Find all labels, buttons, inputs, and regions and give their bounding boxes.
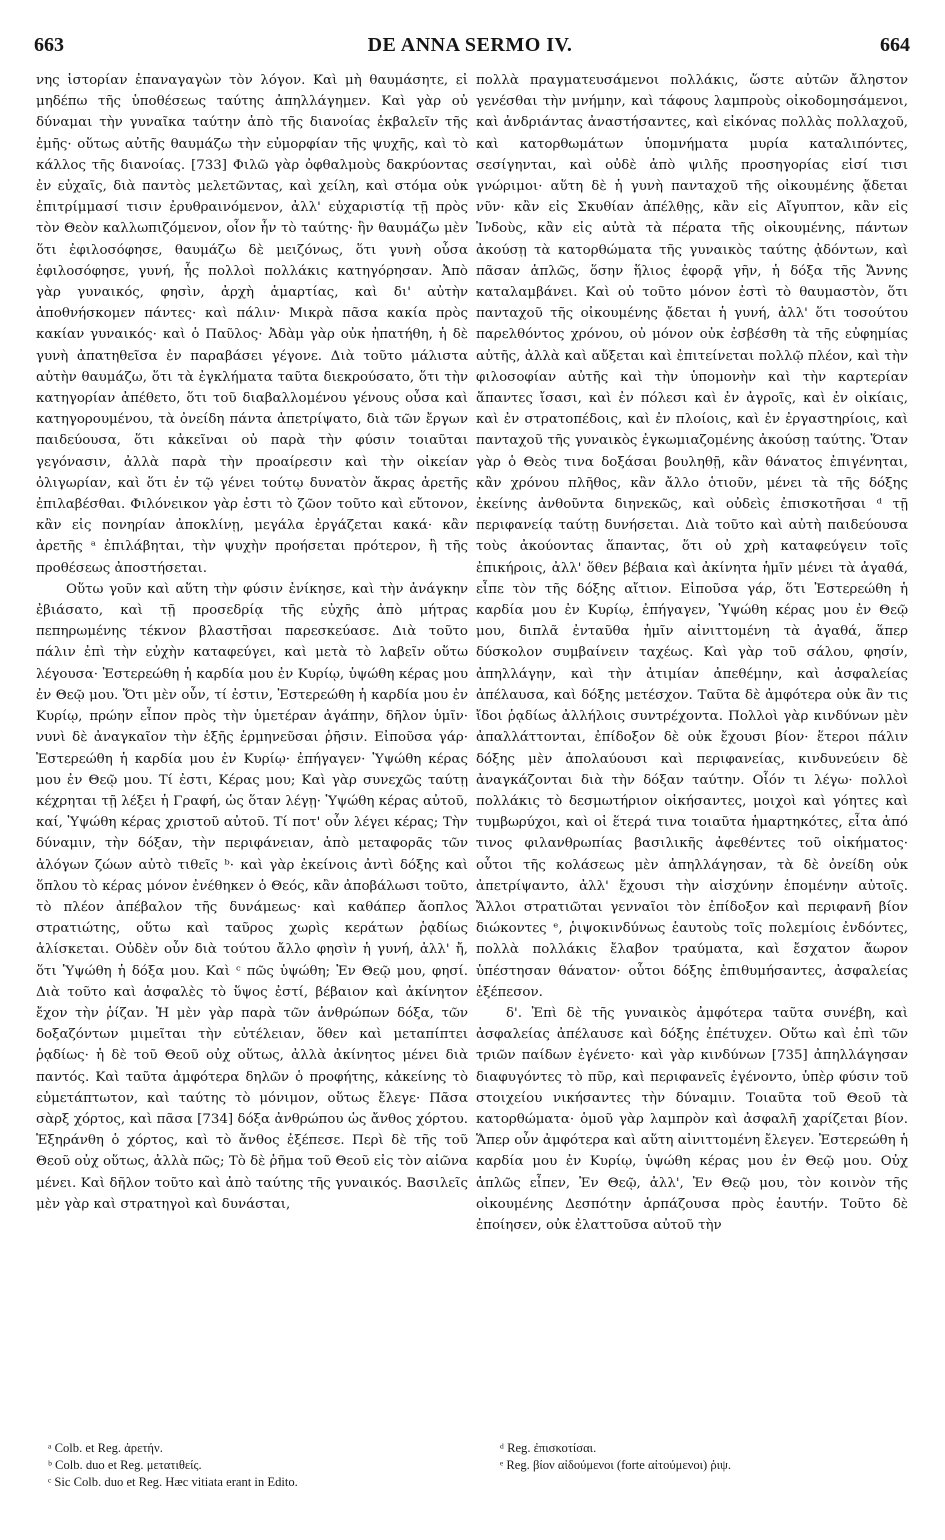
right-paragraph-1: πολλὰ πραγματευσάμενοι πολλάκις, ὥστε αὐτῶν ἄληστον γενέσθαι τὴν μνήμην, καὶ τάφους λαμπροὺς οἰκοδομησάμενοι, καὶ ἀνδριάντας ἀναστήσαντες, καὶ εἰκόνας πολλὰς πολλαχοῦ, καὶ κατορθωμάτων ὑπομνήματα μυρία καταλιπόντες, σεσίγηνται, καὶ οὐδὲ ἀπὸ ψιλῆς προσηγορίας εἰσί τισι γνώριμοι· αὕτη δὲ ἡ γυνὴ πανταχοῦ τῆς οἰκουμένης ᾄδεται νῦν· κἂν εἰς Σκυθίαν ἀπέλθῃς, κἂν εἰς Αἴγυπτον, κἂν εἰς Ἰνδοὺς, κἂν εἰς αὐτὰ τὰ πέρατα τῆς οἰκουμένης, πάντων ἀκούσῃ τὰ κατορθώματα τῆς γυναικὸς ταύτης ᾀδόντων, καὶ πᾶσαν ἁπλῶς, ὅσην ἥλιος ἐφορᾷ γῆν, ἡ δόξα τῆς Ἄννης καταλαμβάνει. Καὶ οὐ τοῦτο μόνον ἐστὶ τὸ θαυμαστὸν, ὅτι πανταχοῦ τῆς οἰκουμένης ᾄδεται ἡ γυνή, ἀλλ' ὅτι τοσούτου παρελθόντος χρόνου, οὐ μόνον οὐκ ἐσβέσθη τὰ τῆς εὐφημίας αὐτῆς, ἀλλὰ καὶ αὔξεται καὶ ἐπιτείνεται πολλῷ πλέον, καὶ τὴν φιλοσοφίαν αὐτῆς καὶ τὴν ὑπομονὴν καὶ τὴν καρτερίαν ἅπαντες ἴσασι, καὶ ἐν πόλεσι καὶ ἐν ἀγροῖς, καὶ ἐν οἰκίαις, καὶ ἐν στρατοπέδοις, καὶ ἐν πλοίοις, καὶ ἐν ἐργαστηρίοις, καὶ πανταχοῦ τῆς γυναικὸς ἐγκωμιαζομένης ἀκούσῃ ταύτης. Ὅταν γὰρ ὁ Θεὸς τινα δοξάσαι βουληθῇ, κἂν θάνατος ἐπιγένηται, κἂν χρόνου πλῆθος, κἂν ἄλλο ὁτιοῦν, μένει τὰ τῆς δόξης ἐκείνης ἀνθοῦντα διηνεκῶς, καὶ οὐδεὶς ἐπισκοτῆσαι ᵈ τῇ περιφανείᾳ ταύτῃ δυνήσεται. Διὰ τοῦτο καὶ αὐτὴ παιδεύουσα τοὺς ἀκούοντας ἅπαντας, ὅτι οὐ χρὴ καταφεύγειν τοῖς ἐπικήροις, ἀλλ' ὅθεν βέβαια καὶ ἀκίνητα ἡμῖν μένει τὰ ἀγαθά, εἶπε τὸν τῆς δόξης αἴτιον. Εἰποῦσα γάρ, ὅτι Ἐστερεώθη ἡ καρδία μου ἐν Κυρίῳ, ἐπήγαγεν, Ὑψώθη κέρας μου ἐν Θεῷ μου, διπλᾶ ἐνταῦθα ἡμῖν αἰνιττομένη τὰ ἀγαθά, ἅπερ δύσκολον συμβαίνειν ταχέως. Καὶ γὰρ τοῦ σάλου, φησίν, ἀπηλλάγην, καὶ τὴν ἀτιμίαν ἀπεθέμην, καὶ ἀσφαλείας ἀπέλαυσα, καὶ δόξης μετέσχον. Ταῦτα δὲ ἀμφότερα οὐκ ἂν τις ἴδοι ῥᾳδίως ἀλλήλοις συντρέχοντα. Πολλοὶ γὰρ κινδύνων μὲν ἀπαλλάττονται, ἐπίδοξον δὲ οὐκ ἔχουσι βίον· ἕτεροι πάλιν δόξης μὲν ἀπολαύουσι καὶ περιφανείας, κινδυνεύειν δὲ ἀναγκάζονται διὰ τὴν δόξαν ταύτην. Οἷόν τι λέγω· πολλοὶ πολλάκις τὸ δεσμωτήριον οἰκήσαντες, μοιχοὶ καὶ γόητες καὶ τυμβωρύχοι, καὶ οἱ ἕτερά τινα τοιαῦτα ἡμαρτηκότες, εἶτα ἀπό τινος φιλανθρωπίας βασιλικῆς ἀφεθέντες τοῦ οἰκήματος· οὗτοι τῆς κολάσεως μὲν ἀπηλλάγησαν, τὰ δὲ ὀνείδη οὐκ ἀπετρίψαντο, ἀλλ' ἔχουσι τὴν αἰσχύνην ἑπομένην αὐτοῖς. Ἄλλοι στρατιῶται γενναῖοι τὸν ἐπίδοξον καὶ περιφανῆ βίον διώκοντες ᵉ, ῥιψοκινδύνως ἑαυτοὺς τοῖς πολεμίοις ἐνδόντες, πολλὰ πολλάκις ἔλαβον τραύματα, καὶ ἔσχατον ἄωρον ὑπέστησαν θάνατον· οὗτοι δόξης ἐπιθυμήσαντες, ἀσφαλείας ἐξέπεσον. bbox=[476, 73, 908, 1000]
footnote: ᵈ Reg. ἐπισκοτίσαι. bbox=[500, 1441, 597, 1455]
right-paragraph-2: δ'. Ἐπὶ δὲ τῆς γυναικὸς ἀμφότερα ταῦτα συνέβη, καὶ ἀσφαλείας ἀπέλαυσε καὶ δόξης ἐπέτυχεν. Οὕτω καὶ ἐπὶ τῶν τριῶν παίδων ἐγένετο· καὶ γὰρ κινδύνων [735] ἀπηλλάγησαν διαφυγόντες τὸ πῦρ, καὶ περιφανεῖς ἐγένοντο, ὑπὲρ φύσιν τοῦ στοιχείου νικήσαντες τὴν δύναμιν. Τοιαῦτα τοῦ Θεοῦ τὰ κατορθώματα· ὁμοῦ γὰρ λαμπρὸν καὶ ἀσφαλῆ χαρίζεται βίον. Ἅπερ οὖν ἀμφότερα καὶ αὕτη αἰνιττομένη ἔλεγεν. Ἐστερεώθη ἡ καρδία μου ἐν Κυρίῳ, ὑψώθη κέρας μου ἐν Θεῷ μου. Οὐχ ἁπλῶς εἶπεν, Ἐν Θεῷ, ἀλλ', Ἐν Θεῷ μου, τὸν κοινὸν τῆς οἰκουμένης Δεσπότην ἁρπάζουσα πρὸς ἑαυτήν. Τοῦτο δὲ ἐποίησεν, οὐκ ἐλαττοῦσα αὐτοῦ τὴν bbox=[476, 1005, 908, 1233]
footnote: ᵉ Reg. βίον αἰδούμενοι (forte αἰτούμενοι) ῥιψ. bbox=[500, 1458, 732, 1472]
footnote: ᵇ Colb. duo et Reg. μετατιθείς. bbox=[48, 1458, 202, 1472]
running-header bbox=[30, 34, 910, 58]
left-paragraph-2: Οὕτω γοῦν καὶ αὕτη τὴν φύσιν ἐνίκησε, καὶ τὴν ἀνάγκην ἐβιάσατο, καὶ τῇ προσεδρίᾳ τῆς εὐχῆς ἀπὸ μήτρας πεπηρωμένης τέκνον βλαστῆσαι παρεσκεύασε. Διὰ τοῦτο πάλιν ἐπὶ τὴν εὐχὴν καταφεύγει, καὶ μετὰ τὸ λαβεῖν οὕτω λέγουσα· Ἐστερεώθη ἡ καρδία μου ἐν Κυρίῳ, ὑψώθη κέρας μου ἐν Θεῷ μου. Ὅτι μὲν οὖν, τί ἐστιν, Ἐστερεώθη ἡ καρδία μου ἐν Κυρίῳ, πρώην εἶπον πρὸς τὴν ὑμετέραν ἀγάπην, δῆλον ὑμῖν· νυνὶ δὲ ἀναγκαῖον τὴν ἑξῆς ἑρμηνεῦσαι ῥῆσιν. Εἰποῦσα γάρ· Ἐστερεώθη ἡ καρδία μου ἐν Κυρίῳ· ἐπήγαγεν· Ὑψώθη κέρας μου ἐν Θεῷ μου. Τί ἐστι, Κέρας μου; Καὶ γὰρ συνεχῶς ταύτῃ κέχρηται τῇ λέξει ἡ Γραφή, ὡς ὅταν λέγῃ· Ὑψώθη κέρας αὐτοῦ, καί, Ὑψώθη κέρας χριστοῦ αὐτοῦ. Τί ποτ' οὖν λέγει κέρας; Τὴν δύναμιν, τὴν δόξαν, τὴν περιφάνειαν, ἀπὸ μεταφορᾶς τῶν ἀλόγων ζώων αὐτὸ τιθεῖς ᵇ· καὶ γὰρ ἐκείνοις ἀντὶ δόξης καὶ ὅπλου τὸ κέρας μόνον ἐνέθηκεν ὁ Θεός, κἂν ἀποβάλωσι τοῦτο, τὸ πλέον ἀπέβαλον τῆς δυνάμεως· καὶ καθάπερ ἄοπλος στρατιώτης, οὕτω καὶ ταῦρος χωρὶς κεράτων ῥᾳδίως ἁλίσκεται. Οὐδὲν οὖν διὰ τούτου ἄλλο φησὶν ἡ γυνή, ἀλλ' ἤ, ὅτι Ὑψώθη ἡ δόξα μου. Καὶ ᶜ πῶς ὑψώθη; Ἐν Θεῷ μου, φησί. Διὰ τοῦτο καὶ ἀσφαλὲς τὸ ὕψος ἐστί, βέβαιον καὶ ἀκίνητον ἔχον τὴν ῥίζαν. Ἡ μὲν γὰρ παρὰ τῶν ἀνθρώπων δόξα, τῶν δοξαζόντων μιμεῖται τὴν εὐτέλειαν, ὅθεν καὶ μεταπίπτει ῥᾳδίως· ἡ δὲ τοῦ Θεοῦ οὐχ οὕτως, ἀλλὰ ἀκίνητος μένει διὰ παντός. Καὶ ταῦτα ἀμφότερα δηλῶν ὁ προφήτης, κἀκείνης τὸ εὐμετάπτωτον, καὶ ταύτης τὸ μόνιμον, οὕτως ἔλεγε· Πᾶσα σὰρξ χόρτος, καὶ πᾶσα [734] δόξα ἀνθρώπου ὡς ἄνθος χόρτου. Ἐξηράνθη ὁ χόρτος, καὶ τὸ ἄνθος ἐξέπεσε. Περὶ δὲ τῆς τοῦ Θεοῦ οὐχ οὕτως, ἀλλὰ πῶς; Τὸ δὲ ῥῆμα τοῦ Θεοῦ εἰς τὸν αἰῶνα μένει. Καὶ δῆλον τοῦτο καὶ ἀπὸ ταύτης τῆς γυναικός. Βασιλεῖς μὲν γὰρ καὶ στρατηγοὶ καὶ δυνάσται, bbox=[36, 581, 468, 1212]
left-paragraph-1: νης ἱστορίαν ἐπαναγαγὼν τὸν λόγον. Καὶ μὴ θαυμάσητε, εἰ μηδέπω τῆς ὑποθέσεως ταύτης ἀπηλλάγημεν. Καὶ γὰρ οὐ δύναμαι τὴν γυναῖκα ταύτην ἀπὸ τῆς διανοίας ἐκβαλεῖν τῆς ἐμῆς· οὕτως αὐτῆς θαυμάζω τὴν εὐμορφίαν τῆς ψυχῆς, καὶ τὸ κάλλος τῆς διανοίας. [733] Φιλῶ γὰρ ὀφθαλμοὺς δακρύοντας ἐν εὐχαῖς, διὰ παντὸς μελετῶντας, καὶ χείλη, καὶ στόμα οὐκ ἐπιτρίμμασί τισιν ἐρυθραινόμενον, ἀλλ' εὐχαριστίᾳ τῇ πρὸς τὸν Θεὸν καλλωπιζόμενον, οἷον ἦν τὸ ταύτης· ἣν θαυμάζω μὲν ὅτι ἐφιλοσόφησε, θαυμάζω δὲ μειζόνως, ὅτι γυνὴ οὖσα ἐφιλοσόφησε, γυνή, ἧς πολλοὶ πολλάκις κατηγόρησαν. Ἀπὸ γὰρ γυναικός, φησὶν, ἀρχὴ ἁμαρτίας, καὶ δι' αὐτὴν ἀποθνήσκομεν πάντες· καὶ πάλιν· Μικρὰ πᾶσα κακία πρὸς κακίαν γυναικός· καὶ ὁ Παῦλος· Ἀδὰμ γὰρ οὐκ ἠπατήθη, ἡ δὲ γυνὴ ἀπατηθεῖσα ἐν παραβάσει γέγονε. Διὰ τοῦτο μάλιστα αὐτὴν θαυμάζω, ὅτι τὰ ἐγκλήματα ταῦτα διεκρούσατο, ὅτι τὴν κατηγορίαν ἀπέθετο, ὅτι τοῦ διαβαλλομένου γένους οὖσα καὶ κατηγορουμένου, τὰ ὀνείδη πάντα ἀπετρίψατο, διὰ τῶν ἔργων παιδεύουσα, ὅτι κἀκεῖναι οὐ παρὰ τὴν φύσιν τοιαῦται γεγόνασιν, ἀλλὰ παρὰ τὴν προαίρεσιν καὶ τὴν οἰκείαν ὀλιγωρίαν, καὶ ὅτι ἐν τῷ γένει τούτῳ δυνατὸν ἄκρας ἀρετῆς ἐπιλαβέσθαι. Φιλόνεικον γὰρ ἐστι τὸ ζῶον τοῦτο καὶ εὔτονον, κἂν εἰς πονηρίαν ἀποκλίνῃ, μεγάλα ἐργάζεται κακά· κἂν ἀρετῆς ᵃ ἐπιλάβηται, τὴν ψυχὴν προήσεται πρότερον, ἢ τῆς προθέσεως ἀποστήσεται. bbox=[36, 73, 468, 576]
footnotes-left bbox=[48, 1440, 478, 1491]
footnote: ᶜ Sic Colb. duo et Reg. Hæc vitiata erant in Edito. bbox=[48, 1475, 298, 1489]
footnote: ᵃ Colb. et Reg. ἀρετήν. bbox=[48, 1441, 163, 1455]
running-title: DE ANNA SERMO IV. bbox=[367, 34, 573, 56]
right-column bbox=[476, 70, 908, 1442]
page-number-left: 663 bbox=[34, 34, 64, 56]
page-number-right: 664 bbox=[880, 34, 910, 56]
footnotes-right bbox=[500, 1440, 930, 1474]
left-column bbox=[36, 70, 468, 1442]
